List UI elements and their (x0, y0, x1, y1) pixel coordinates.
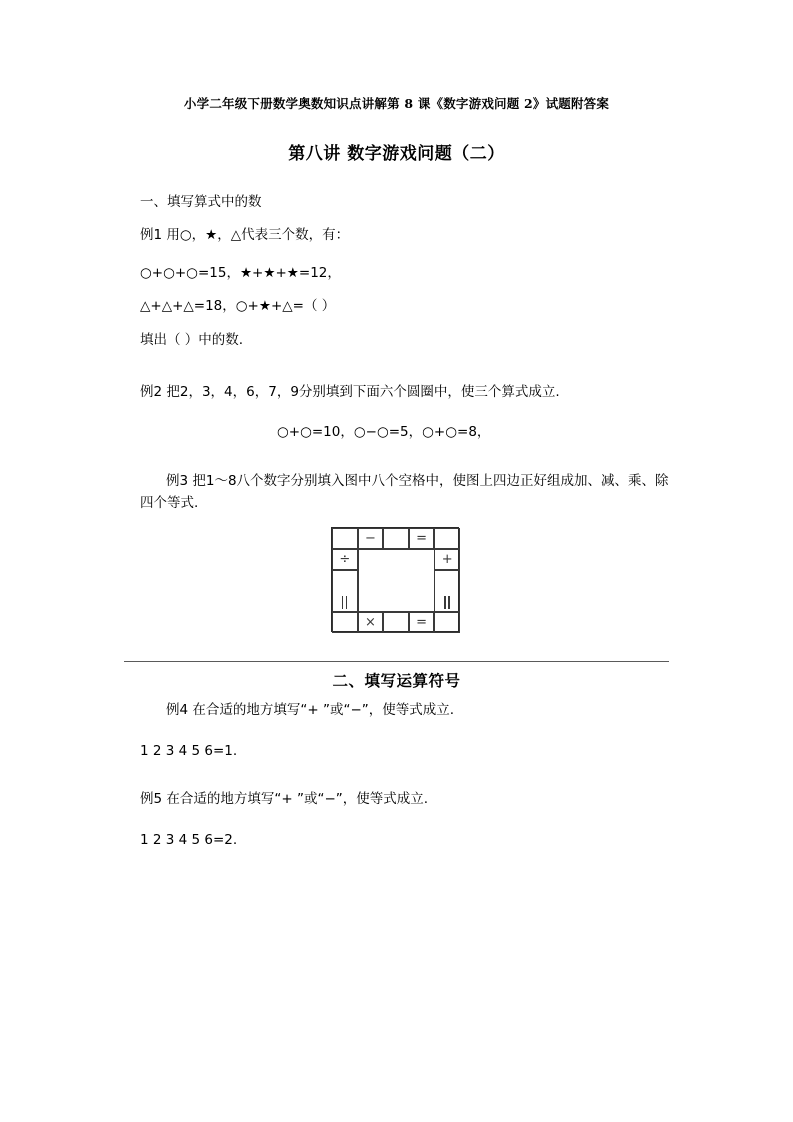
example-1-statement: 例1 用○，★，△代表三个数，有： (140, 227, 350, 243)
grid-center-open-area (358, 549, 435, 612)
example-3-statement: 例3 把1～8八个数字分别填入图中八个空格中，使图上四边正好组成加、减、乘、除四个等式. (140, 473, 669, 511)
example-1-equation-line-2: △+△+△=18，○+★+△=（ ） (140, 298, 336, 314)
grid-cell-bottom-5 (434, 612, 460, 633)
grid-cell-bottom-4-equals (409, 612, 435, 633)
section-divider (124, 661, 669, 662)
chapter-title: 第八讲 数字游戏问题（二） (288, 144, 505, 164)
grid-cell-top-5 (434, 528, 460, 549)
grid-cell-top-3 (383, 528, 409, 549)
grid-cell-bottom-1 (332, 612, 358, 633)
puzzle-figure (331, 527, 459, 632)
example-1-question: 填出（ ）中的数. (140, 332, 244, 348)
plus-icon: + (441, 552, 453, 567)
grid-cell-bottom-3 (383, 612, 409, 633)
equals-icon: = (416, 615, 428, 630)
section-heading-two: 二、填写运算符号 (332, 671, 461, 690)
grid-cell-top-2-minus (358, 528, 384, 549)
times-icon: × (364, 615, 376, 630)
puzzle-grid (331, 527, 459, 632)
example-4-equation: 1 2 3 4 5 6=1. (140, 743, 238, 759)
equals-icon: = (416, 531, 428, 546)
example-2-equations: ○+○=10，○−○=5，○+○=8， (277, 424, 491, 440)
grid-cell-top-4-equals (409, 528, 435, 549)
grid-cell-bottom-2-times (358, 612, 384, 633)
example-2-statement: 例2 把2，3，4，6，7，9分别填到下面六个圆圈中，使三个算式成立. (140, 384, 560, 400)
grid-cell-right-plus (434, 549, 460, 570)
divide-icon: ÷ (339, 552, 351, 567)
grid-cell-top-1 (332, 528, 358, 549)
grid-cell-left-vertical-equals (332, 570, 358, 612)
example-5-statement: 例5 在合适的地方填写“+ ”或“−”，使等式成立. (140, 791, 429, 807)
document-title: 小学二年级下册数学奥数知识点讲解第 8 课《数字游戏问题 2》试题附答案 (183, 96, 610, 111)
grid-cell-left-divide (332, 549, 358, 570)
vertical-equals-icon (443, 596, 451, 609)
example-4-statement: 例4 在合适的地方填写“+ ”或“−”，使等式成立. (166, 702, 455, 718)
example-1-equation-line-1: ○+○+○=15，★+★+★=12， (140, 265, 341, 281)
section-heading-one: 一、填写算式中的数 (140, 194, 262, 210)
grid-cell-right-vertical-equals (434, 570, 460, 612)
minus-icon: − (364, 531, 376, 546)
example-5-equation: 1 2 3 4 5 6=2. (140, 832, 238, 848)
vertical-equals-icon (341, 596, 349, 609)
